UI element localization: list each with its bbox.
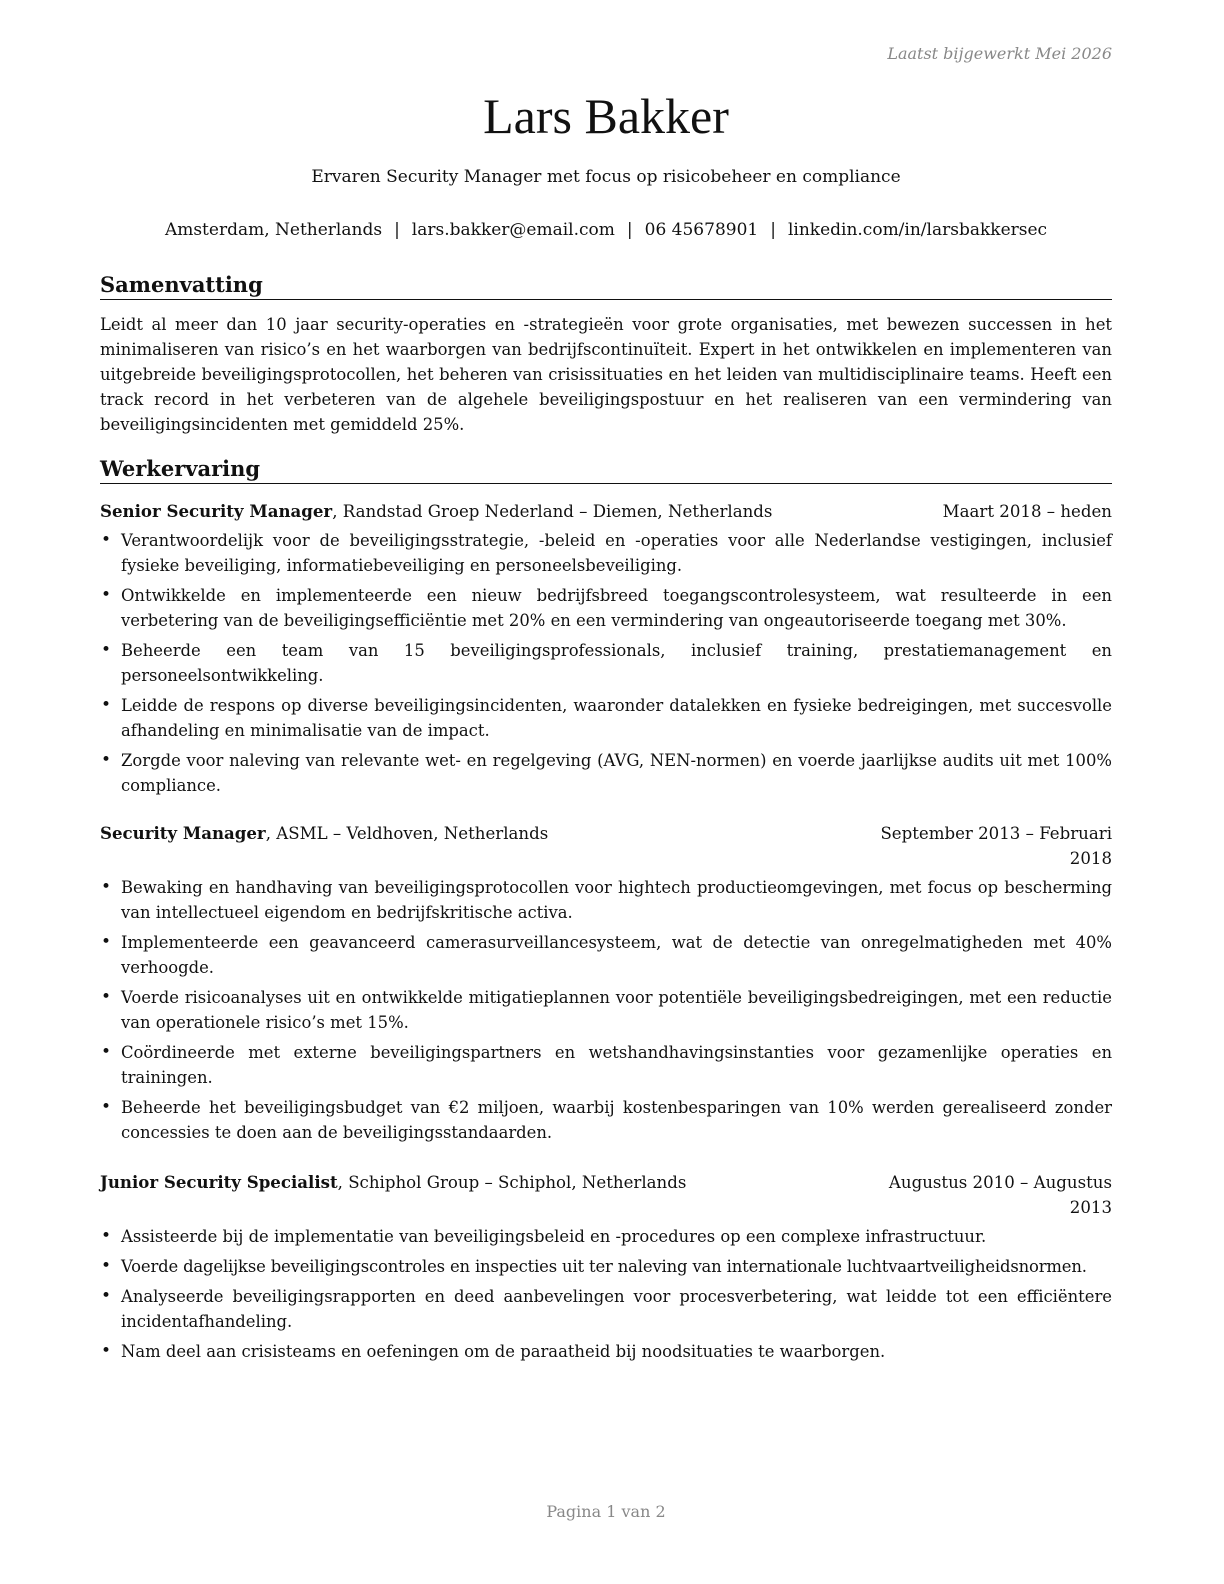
summary-heading: Samenvatting [100,271,1112,300]
job-bullets [100,1224,1112,1364]
job-entry [100,821,1112,1150]
page-number: Pagina 1 van 2 [546,1502,666,1521]
job-bullet: • Nam deel aan crisisteams en oefeningen om de paraatheid bij noodsituaties te waarborgen. [100,1339,1112,1364]
job-bullet: • Voerde dagelijkse beveiligingscontroles en inspecties uit ter naleving van internationale luchtvaartveiligheidsnormen. [100,1254,1112,1279]
job-bullet: • Beheerde het beveiligingsbudget van €2 miljoen, waarbij kostenbesparingen van 10% werden gerealiseerd zonder concessies te doen aan de beveiligingsstandaarden. [100,1095,1112,1145]
job-dates: Augustus 2010 – Augustus 2013 [888,1173,1112,1217]
job-bullets [100,875,1112,1145]
contact-linkedin[interactable]: linkedin.com/in/larsbakkersec [787,220,1048,240]
job-bullet: • Ontwikkelde en implementeerde een nieuw bedrijfsbreed toegangscontrolesysteem, wat resulteerde in een verbetering van de beveiligingsefficiëntie met 20% en een vermindering van ongeautoriseerde toegang met 30%. [100,583,1112,633]
job-dates: September 2013 – Februari 2018 [880,824,1112,868]
job-bullet: • Bewaking en handhaving van beveiligingsprotocollen voor hightech productieomgevingen, met focus op bescherming van intellectueel eigendom en bedrijfskritische activa. [100,875,1112,925]
job-bullet: • Analyseerde beveiligingsrapporten en deed aanbevelingen voor procesverbetering, wat leidde tot een efficiëntere incidentafhandeling. [100,1284,1112,1334]
job-company: , ASML – Veldhoven, Netherlands [265,824,549,843]
job-title: Junior Security Specialist [100,1172,338,1192]
job-dates: Maart 2018 – heden [942,502,1112,521]
job-bullets [100,528,1112,798]
contact-location: Amsterdam, Netherlands [164,220,383,240]
summary-text: Leidt al meer dan 10 jaar security-operaties en -strategieën voor grote organisaties, met bewezen successen in het minimaliseren van risico’s en het waarborgen van bedrijfscontinuïteit. Expert in het ontwikkelen en implementeren van uitgebreide beveiligingsprotocollen, het beheren van crisissituaties en het leiden van multidisciplinaire teams. Heeft een track record in het verbeteren van de algehele beveiligingspostuur en het realiseren van een vermindering van beveiligingsincidenten met gemiddeld 25%. [100,315,1112,435]
job-bullet: • Beheerde een team van 15 beveiligingsprofessionals, inclusief training, prestatiemanagement en personeelsontwikkeling. [100,638,1112,688]
candidate-name: Lars Bakker [483,88,729,144]
summary-section [100,271,1112,437]
job-bullet: • Coördineerde met externe beveiligingspartners en wetshandhavingsinstanties voor gezamenlijke operaties en trainingen. [100,1040,1112,1090]
job-entry [100,1170,1112,1369]
job-title: Security Manager [100,823,266,843]
job-header [100,821,1112,871]
job-company: , Randstad Groep Nederland – Diemen, Netherlands [332,502,773,521]
contact-separator: | [394,220,400,240]
experience-heading: Werkervaring [100,455,1112,484]
contact-separator: | [770,220,776,240]
experience-section [100,455,1112,484]
contact-separator: | [626,220,633,240]
job-title: Senior Security Manager [100,501,333,521]
job-bullet: • Zorgde voor naleving van relevante wet- en regelgeving (AVG, NEN-normen) en voerde jaarlijkse audits uit met 100% compliance. [100,748,1112,798]
contact-phone: 06 45678901 [644,220,759,240]
job-entry [100,499,1112,803]
job-header [100,1170,1112,1220]
job-company: , Schiphol Group – Schiphol, Netherlands [337,1173,687,1192]
job-bullet: • Leidde de respons op diverse beveiligingsincidenten, waaronder datalekken en fysieke bedreigingen, met succesvolle afhandeling en minimalisatie van de impact. [100,693,1112,743]
job-bullet: • Verantwoordelijk voor de beveiligingsstrategie, -beleid en -operaties voor alle Nederlandse vestigingen, inclusief fysieke beveiliging, informatiebeveiliging en personeelsbeveiliging. [100,528,1112,578]
contact-line [100,220,1112,240]
job-bullet: • Voerde risicoanalyses uit en ontwikkelde mitigatieplannen voor potentiële beveiligingsbedreigingen, met een reductie van operationele risico’s met 15%. [100,985,1112,1035]
job-header [100,499,1112,524]
job-bullet: • Implementeerde een geavanceerd camerasurveillancesysteem, wat de detectie van onregelmatigheden met 40% verhoogde. [100,930,1112,980]
candidate-tagline: Ervaren Security Manager met focus op risicobeheer en compliance [311,167,901,187]
contact-email[interactable]: lars.bakker@email.com [411,220,615,240]
job-bullet: • Assisteerde bij de implementatie van beveiligingsbeleid en -procedures op een complexe infrastructuur. [100,1224,1112,1249]
last-updated-note: Laatst bijgewerkt Mei 2026 [887,44,1112,63]
